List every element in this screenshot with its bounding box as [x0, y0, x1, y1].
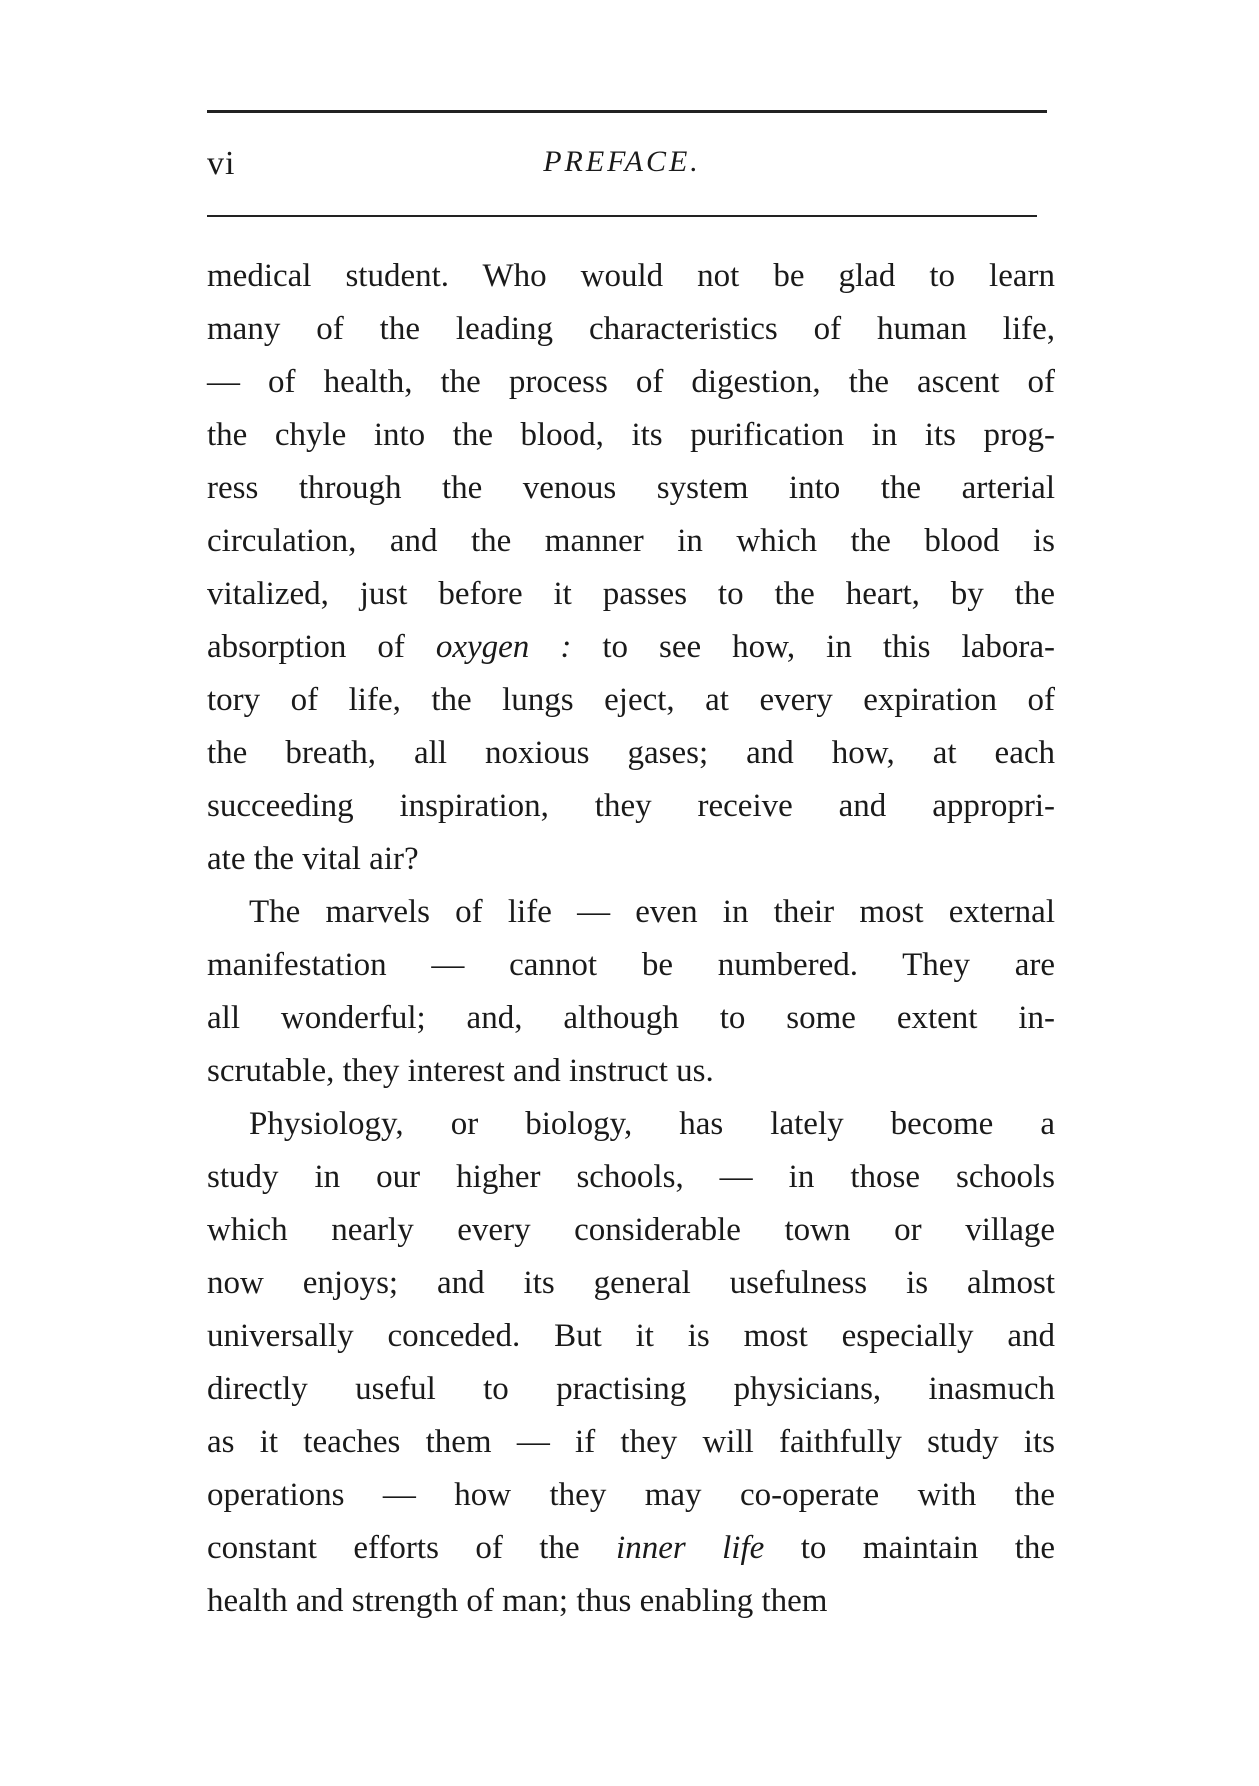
page-number: vi	[207, 145, 236, 182]
header-rule-bottom	[207, 215, 1037, 217]
text-line: directly useful to practising physicians, inasmuch	[207, 1371, 1055, 1407]
paragraph	[207, 1098, 1055, 1628]
text-line: operations — how they may co-operate with the	[207, 1477, 1055, 1513]
text-line: tory of life, the lungs eject, at every expiration of	[207, 682, 1055, 718]
text-line: scrutable, they interest and instruct us.	[207, 1053, 714, 1089]
text-line: — of health, the process of digestion, the ascent of	[207, 364, 1055, 400]
text-line: vitalized, just before it passes to the heart, by the	[207, 576, 1055, 612]
paragraph	[207, 250, 1055, 886]
text-line: absorption of oxygen : to see how, in this labora-	[207, 629, 1055, 665]
text-line: medical student. Who would not be glad to learn	[207, 258, 1055, 294]
text-line: universally conceded. But it is most especially and	[207, 1318, 1055, 1354]
text-line: ress through the venous system into the arterial	[207, 470, 1055, 506]
header-rule-top	[207, 110, 1047, 113]
text-line: Physiology, or biology, has lately become a	[249, 1106, 1055, 1142]
text-line: circulation, and the manner in which the blood is	[207, 523, 1055, 559]
text-line: the breath, all noxious gases; and how, at each	[207, 735, 1055, 771]
italic-text: oxygen :	[435, 629, 572, 665]
italic-text: inner life	[616, 1530, 765, 1566]
body-text	[207, 250, 1055, 1628]
text-line: now enjoys; and its general usefulness is almost	[207, 1265, 1055, 1301]
text-line: constant efforts of the inner life to maintain the	[207, 1530, 1056, 1566]
text-line: succeeding inspiration, they receive and appropri-	[207, 788, 1055, 824]
paragraph	[207, 886, 1055, 1098]
text-line: all wonderful; and, although to some extent in-	[207, 1000, 1055, 1036]
text-line: manifestation — cannot be numbered. They are	[207, 947, 1055, 983]
text-line: ate the vital air?	[207, 841, 419, 877]
running-head	[207, 145, 1037, 195]
text-line: The marvels of life — even in their most external	[249, 894, 1055, 930]
text-line: many of the leading characteristics of human life,	[207, 311, 1055, 347]
text-line: health and strength of man; thus enabling them	[207, 1583, 828, 1619]
running-title: PREFACE.	[543, 145, 701, 178]
text-line: which nearly every considerable town or village	[207, 1212, 1055, 1248]
text-line: the chyle into the blood, its purification in its prog-	[207, 417, 1055, 453]
text-line: study in our higher schools, — in those schools	[207, 1159, 1055, 1195]
text-line: as it teaches them — if they will faithfully study its	[207, 1424, 1055, 1460]
